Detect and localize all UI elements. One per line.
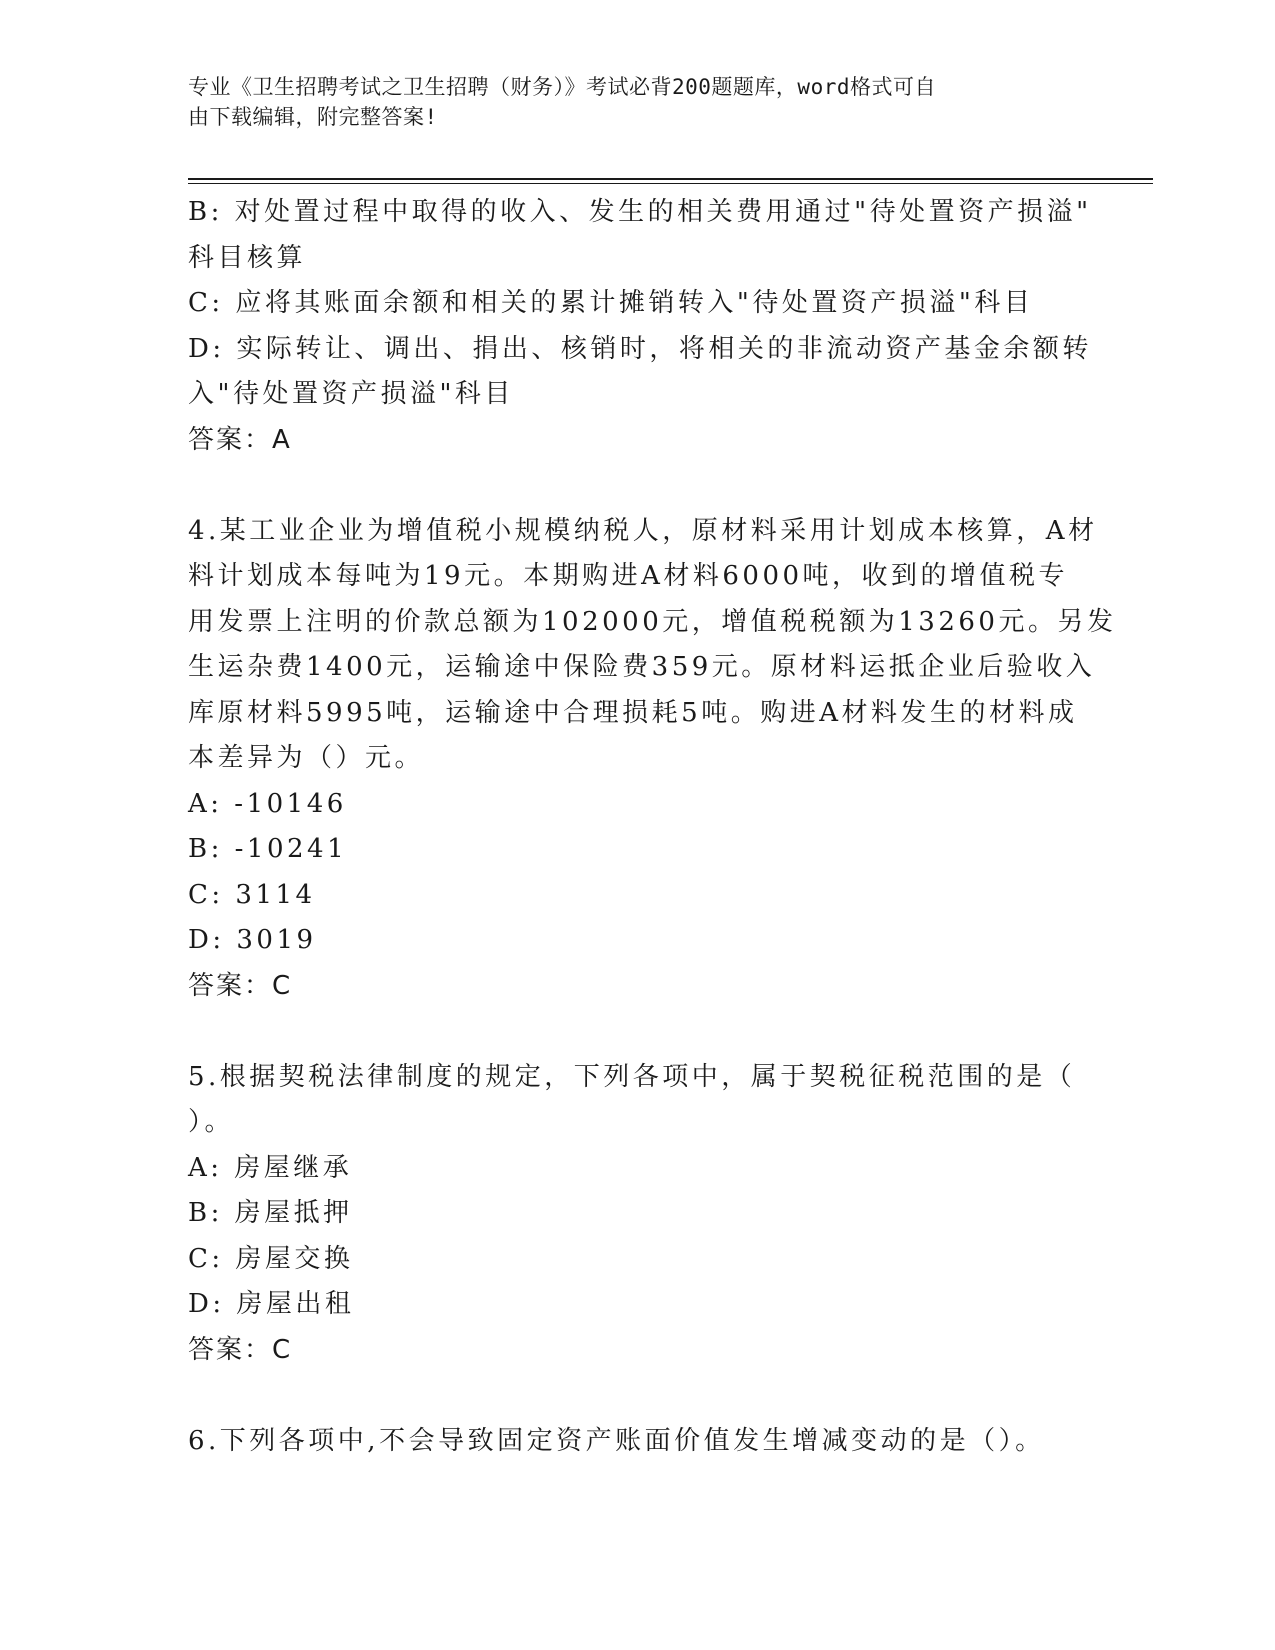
q4-option-a: A: -10146 (188, 788, 347, 819)
q5-option-a: A: 房屋继承 (188, 1152, 353, 1183)
q6-stem-line-1: 6.下列各项中,不会导致固定资产账面价值发生增减变动的是（）。 (188, 1425, 1045, 1456)
q4-answer: 答案：C (188, 970, 293, 1001)
page-header (188, 72, 1068, 132)
header-line-1: 专业《卫生招聘考试之卫生招聘（财务）》考试必背200题题库，word格式可自 (188, 75, 936, 99)
q4-option-d: D: 3019 (188, 925, 317, 955)
header-line-2: 由下载编辑，附完整答案! (188, 105, 438, 129)
q4-stem-line-6: 本差异为（）元。 (188, 743, 425, 773)
q3-option-b-cont: 科目核算 (188, 242, 307, 273)
q5-stem-line-2: ）。 (188, 1107, 235, 1137)
question-3 (188, 190, 1092, 463)
spacer (188, 463, 1088, 509)
q4-stem-line-3: 用发票上注明的价款总额为102000元，增值税税额为13260元。另发 (188, 606, 1117, 637)
q3-option-c: C: 应将其账面余额和相关的累计摊销转入"待处置资产损溢"科目 (188, 288, 1034, 318)
q3-option-b: B: 对处置过程中取得的收入、发生的相关费用通过"待处置资产损溢" (188, 197, 1092, 227)
spacer (188, 1009, 1088, 1055)
question-5 (188, 1055, 1088, 1374)
q4-option-c: C: 3114 (188, 879, 316, 910)
q5-option-d: D: 房屋出租 (188, 1289, 355, 1319)
q4-stem-line-4: 生运杂费1400元，运输途中保险费359元。原材料运抵企业后验收入 (188, 652, 1096, 682)
q4-stem-line-1: 4.某工业企业为增值税小规模纳税人，原材料采用计划成本核算，A材 (188, 515, 1098, 546)
q5-option-c: C: 房屋交换 (188, 1243, 354, 1274)
header-divider-thick (188, 178, 1153, 180)
q5-answer: 答案：C (188, 1334, 293, 1365)
spacer (188, 1373, 1088, 1419)
q3-option-d: D: 实际转让、调出、捐出、核销时，将相关的非流动资产基金余额转 (188, 333, 1092, 364)
q3-answer: 答案：A (188, 424, 292, 455)
q4-option-b: B: -10241 (188, 834, 348, 864)
document-body (188, 190, 1117, 1464)
question-4 (188, 509, 1117, 1010)
q5-stem-line-1: 5.根据契税法律制度的规定，下列各项中，属于契税征税范围的是（ (188, 1061, 1076, 1092)
question-6 (188, 1419, 1088, 1465)
q4-stem-line-5: 库原材料5995吨，运输途中合理损耗5吨。购进A材料发生的材料成 (188, 697, 1078, 728)
q3-option-d-cont: 入"待处置资产损溢"科目 (188, 379, 514, 409)
q4-stem-line-2: 料计划成本每吨为19元。本期购进A材料6000吨，收到的增值税专 (188, 561, 1069, 591)
header-divider-thin (188, 183, 1153, 184)
q5-option-b: B: 房屋抵押 (188, 1198, 353, 1228)
